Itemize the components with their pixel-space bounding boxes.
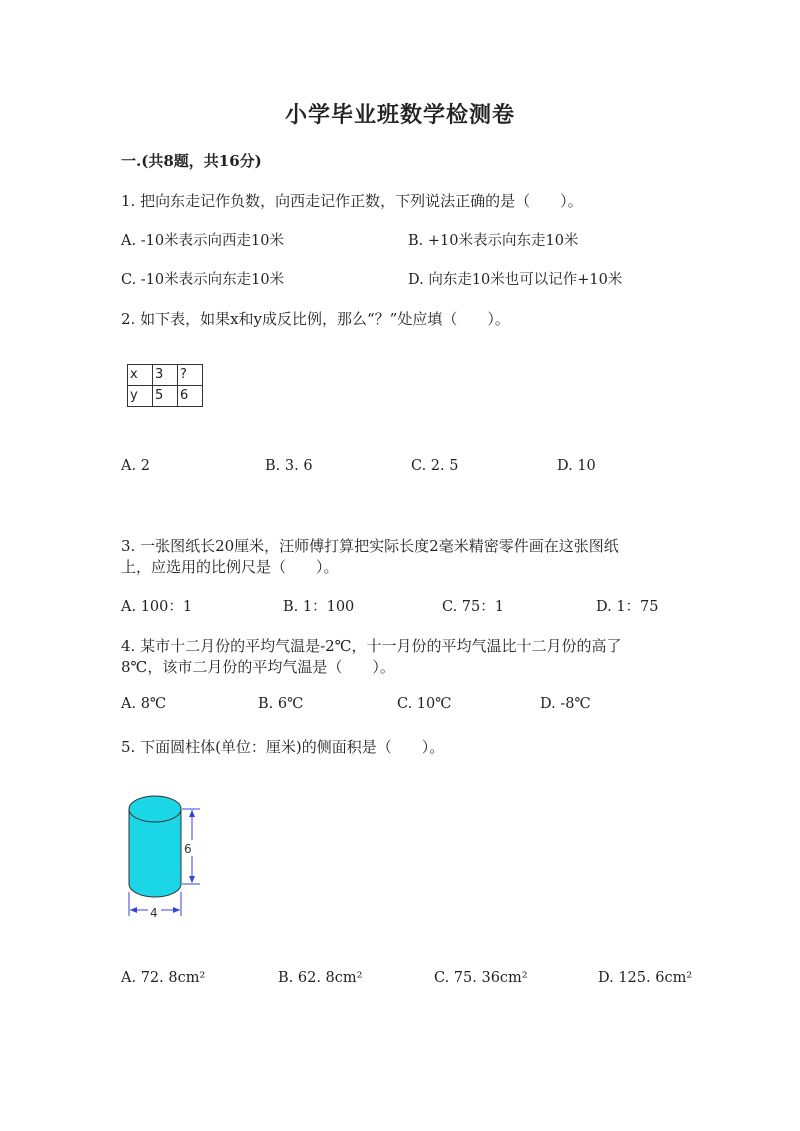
table-cell: x xyxy=(128,365,153,386)
question-1-option-a: A. -10米表示向西走10米 xyxy=(121,233,284,249)
question-2-option-c: C. 2. 5 xyxy=(411,458,459,474)
question-2-option-a: A. 2 xyxy=(121,458,150,474)
question-4-text-line1: 4. 某市十二月份的平均气温是-2℃，十一月份的平均气温比十二月份的高了 xyxy=(121,637,622,655)
question-2-option-d: D. 10 xyxy=(557,458,596,474)
question-5-option-d: D. 125. 6cm² xyxy=(598,970,693,986)
question-3-text-line2: 上，应选用的比例尺是（ ）。 xyxy=(121,558,339,576)
question-5-text: 5. 下面圆柱体(单位：厘米)的侧面积是（ ）。 xyxy=(121,738,445,756)
question-1-text: 1. 把向东走记作负数，向西走记作正数，下列说法正确的是（ ）。 xyxy=(121,192,583,210)
question-4-option-a: A. 8℃ xyxy=(121,696,167,712)
question-5-option-c: C. 75. 36cm² xyxy=(434,970,528,986)
cylinder-top xyxy=(129,796,181,822)
table-cell: 6 xyxy=(178,386,203,407)
xy-table xyxy=(127,364,203,407)
table-row xyxy=(128,386,203,407)
question-4-option-d: D. -8℃ xyxy=(540,696,591,712)
question-1-option-b: B. +10米表示向东走10米 xyxy=(408,233,579,249)
table-cell: 3 xyxy=(153,365,178,386)
question-3-text-line1: 3. 一张图纸长20厘米，汪师傅打算把实际长度2毫米精密零件画在这张图纸 xyxy=(121,537,619,555)
question-1-option-c: C. -10米表示向东走10米 xyxy=(121,272,285,288)
question-2-option-b: B. 3. 6 xyxy=(265,458,313,474)
question-2-text: 2. 如下表，如果x和y成反比例，那么“？”处应填（ ）。 xyxy=(121,310,510,328)
question-4-option-c: C. 10℃ xyxy=(397,696,452,712)
question-3-option-a: A. 100：1 xyxy=(121,599,193,615)
table-row xyxy=(128,365,203,386)
table-cell: y xyxy=(128,386,153,407)
question-3-option-c: C. 75：1 xyxy=(442,599,504,615)
section-heading: 一.(共8题，共16分) xyxy=(121,152,262,170)
question-3-option-d: D. 1：75 xyxy=(596,599,659,615)
question-5-option-a: A. 72. 8cm² xyxy=(121,970,206,986)
question-5-option-b: B. 62. 8cm² xyxy=(278,970,363,986)
question-1-option-d: D. 向东走10米也可以记作+10米 xyxy=(408,272,623,288)
cylinder-figure xyxy=(112,784,222,929)
table-cell: 5 xyxy=(153,386,178,407)
exam-title: 小学毕业班数学检测卷 xyxy=(284,102,515,128)
question-4-option-b: B. 6℃ xyxy=(258,696,304,712)
table-cell: ? xyxy=(178,365,203,386)
question-4-text-line2: 8℃，该市二月份的平均气温是（ ）。 xyxy=(121,658,395,676)
height-label: 6 xyxy=(184,842,192,856)
diameter-label: 4 xyxy=(150,906,158,920)
question-3-option-b: B. 1：100 xyxy=(283,599,355,615)
